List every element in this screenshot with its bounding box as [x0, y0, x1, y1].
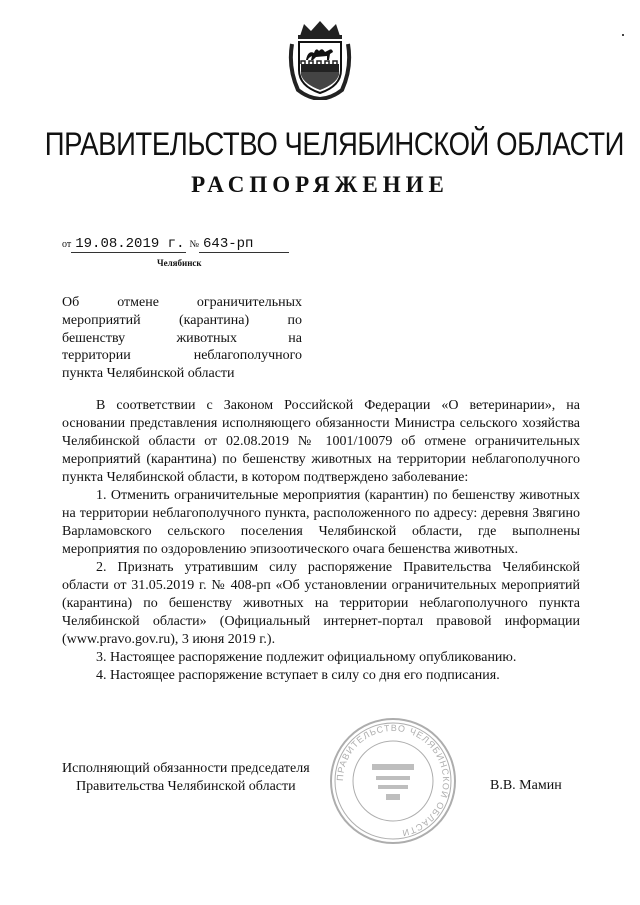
- subject-line: пункта Челябинской области: [62, 366, 235, 382]
- subject-line: мероприятий (карантина) по: [62, 312, 302, 328]
- registration-line: [62, 236, 289, 253]
- preamble-paragraph: В соответствии с Законом Российской Федерации «О ветеринарии», на основании представления исполняющего обязанности Министра сельского хозяйства Челябинской области от 02.08.2019 № 1001/10079 об отмене ограничительных мероприятий (карантина) по бешенству животных на территории неблагополучного пункта Челябинской области, в котором подтверждено заболевание:: [62, 398, 580, 485]
- official-seal-icon: [328, 716, 458, 846]
- position-line: Исполняющий обязанности председателя: [62, 761, 310, 776]
- scan-dot: [622, 34, 624, 36]
- order-item-3: 3. Настоящее распоряжение подлежит официальному опубликованию.: [96, 650, 517, 665]
- document-body: [62, 397, 580, 685]
- date-prefix: от: [62, 239, 72, 250]
- order-item-4: 4. Настоящее распоряжение вступает в силу со дня его подписания.: [96, 668, 500, 683]
- subject-line: территории неблагополучного: [62, 348, 302, 364]
- document-number: 643-рп: [199, 236, 289, 253]
- document-type: РАСПОРЯЖЕНИЕ: [191, 172, 449, 197]
- position-line: Правительства Челябинской области: [76, 779, 296, 794]
- order-item-2: 2. Признать утратившим силу распоряжение Правительства Челябинской области от 31.05.2019 г. № 408-рп «Об установлении ограничительных мероприятий (карантина) по бешенству животных на территории неблагополучного пункта Челябинской области» (Официальный интернет-портал правовой информации (www.pravo.gov.ru), 3 июня 2019 г.).: [62, 560, 580, 647]
- number-prefix: №: [189, 239, 200, 250]
- order-item-1: 1. Отменить ограничительные мероприятия (карантин) по бешенству животных на территории неблагополучного пункта, расположенного по адресу: деревня Звягино Варламовского сельского поселения Челябинской области, где выполнены мероприятия по оздоровлению эпизоотического очага бешенства животных.: [62, 488, 580, 557]
- signatory-name: В.В. Мамин: [490, 778, 562, 793]
- signatory-position: [62, 760, 310, 796]
- government-title: ПРАВИТЕЛЬСТВО ЧЕЛЯБИНСКОЙ ОБЛАСТИ: [44, 126, 624, 162]
- city-label: Челябинск: [157, 258, 202, 268]
- document-subject: [62, 294, 302, 383]
- subject-line: Об отмене ограничительных: [62, 295, 302, 310]
- subject-line: бешенству животных на: [62, 330, 302, 346]
- seal-text: ПРАВИТЕЛЬСТВО ЧЕЛЯБИНСКОЙ ОБЛАСТИ: [334, 722, 452, 839]
- document-date: 19.08.2019 г.: [71, 236, 186, 253]
- coat-of-arms-icon: [286, 20, 354, 100]
